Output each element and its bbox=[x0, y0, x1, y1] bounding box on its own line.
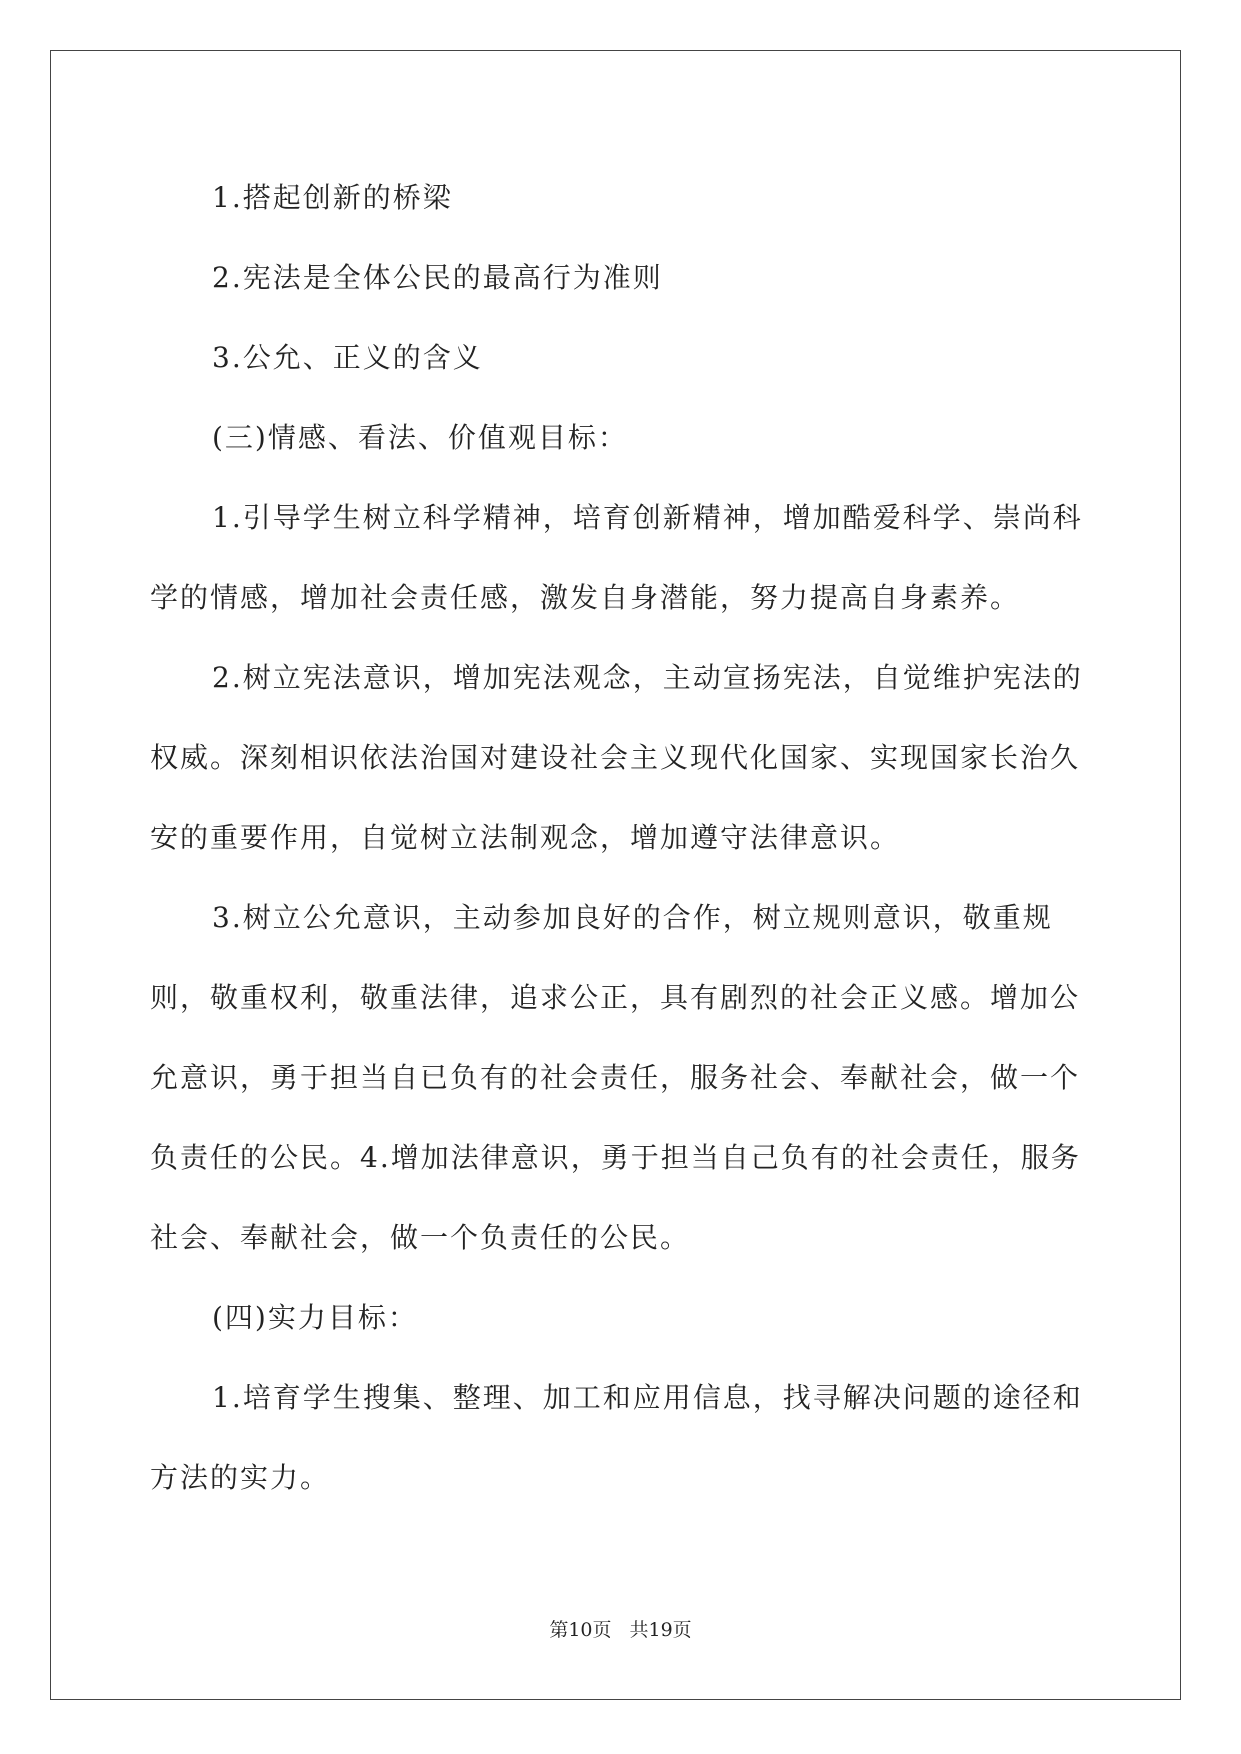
document-body bbox=[150, 158, 1090, 1518]
page-total: 共19页 bbox=[629, 1619, 692, 1641]
paragraph-science-spirit: 1.引导学生树立科学精神，培育创新精神，增加酷爱科学、崇尚科学的情感，增加社会责任感，激发自身潜能，努力提高自身素养。 bbox=[150, 501, 1083, 614]
paragraph-item-1: 1.搭起创新的桥梁 bbox=[212, 181, 453, 214]
paragraph-item-3: 3.公允、正义的含义 bbox=[212, 341, 483, 374]
section-heading-emotion-goals: (三)情感、看法、价值观目标： bbox=[212, 421, 628, 454]
section-heading-ability-goals: (四)实力目标： bbox=[212, 1301, 418, 1334]
paragraph-fairness-awareness: 3.树立公允意识，主动参加良好的合作，树立规则意识，敬重规则，敬重权利，敬重法律，追求公正，具有剧烈的社会正义感。增加公允意识，勇于担当自已负有的社会责任，服务社会、奉献社会，做一个负责任的公民。4.增加法律意识，勇于担当自己负有的社会责任，服务社会、奉献社会，做一个负责任的公民。 bbox=[150, 901, 1081, 1254]
page-footer bbox=[0, 1615, 1241, 1642]
paragraph-item-2: 2.宪法是全体公民的最高行为准则 bbox=[212, 261, 663, 294]
page-number: 第10页 bbox=[549, 1619, 612, 1641]
paragraph-information-ability: 1.培育学生搜集、整理、加工和应用信息，找寻解决问题的途径和方法的实力。 bbox=[150, 1381, 1083, 1494]
paragraph-constitution-awareness: 2.树立宪法意识，增加宪法观念，主动宣扬宪法，自觉维护宪法的权威。深刻相识依法治国对建设社会主义现代化国家、实现国家长治久安的重要作用，自觉树立法制观念，增加遵守法律意识。 bbox=[150, 661, 1083, 854]
